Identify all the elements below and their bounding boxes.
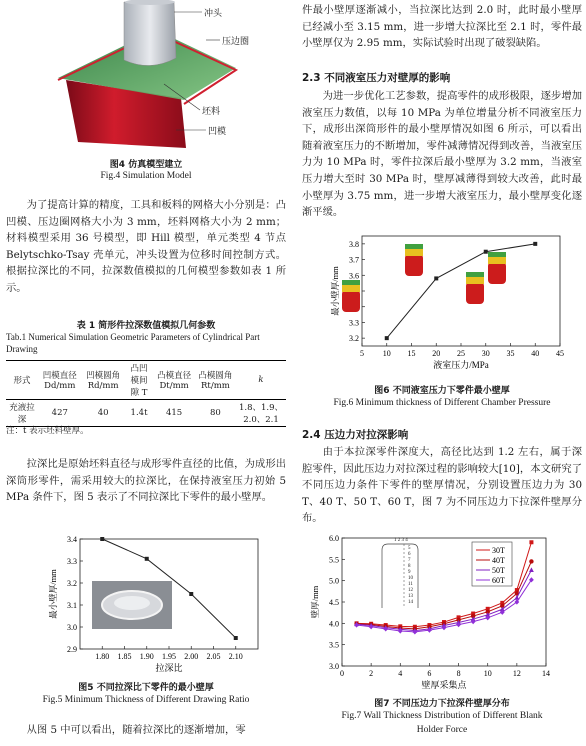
x-tick-label: 30 <box>481 349 490 358</box>
table1-cell: 1.8、1.9、2.0、2.1 <box>238 403 284 425</box>
table1 <box>6 360 286 427</box>
y-tick-label: 3.2 <box>349 334 359 344</box>
section-2-3-heading: 2.3 不同液室压力对壁厚的影响 <box>302 72 451 84</box>
y-tick-label: 3.0 <box>67 623 77 632</box>
y-tick-label: 4.5 <box>329 598 339 607</box>
fig6-part-contour-band <box>466 276 484 284</box>
x-tick-label: 40 <box>531 349 540 358</box>
plot-frame <box>362 236 560 346</box>
fig7-caption-en-line1: Fig.7 Wall Thickness Distribution of Different Blank <box>341 711 543 721</box>
paragraph-fig5-discussion: 从图 5 中可以看出，随着拉深比的逐渐增加，零 <box>26 724 246 736</box>
fig6-part-contour-top <box>342 280 360 285</box>
table1-cell: 充液拉深 <box>9 403 35 425</box>
y-tick-label: 3.6 <box>349 271 359 281</box>
fig5-photo-part-inner <box>114 596 150 610</box>
x-tick-label: 10 <box>483 669 492 678</box>
table1-header-cell: 凸凹模间隙 T <box>130 364 148 398</box>
data-point <box>145 557 149 561</box>
x-tick-label: 35 <box>506 349 515 358</box>
fig4-label-punch: 冲头 <box>204 9 223 19</box>
x-tick-label: 2.05 <box>206 652 221 661</box>
y-axis-label: 壁厚/mm <box>310 585 320 619</box>
y-tick-label: 2.9 <box>67 645 77 654</box>
table1-title-en: Tab.1 Numerical Simulation Geometric Parameters of Cylindrical Part Drawing <box>6 332 260 354</box>
table1-cell: 80 <box>210 408 221 418</box>
table-row <box>6 400 286 427</box>
fig7-inset <box>378 540 422 610</box>
paragraph-blank-holder-force: 由于本拉深零件深度大，高径比达到 1.2 左右，属于深腔零件，因此压边力对拉深过程的影响较大[10]，本文研究了不同压边力条件下零件的壁厚情况，分别设置压边力为 30 T、40 T、50 T、60 T，图 7 为不同压边力下拉深件壁厚分布。 <box>302 446 582 525</box>
data-point <box>529 540 533 544</box>
table1-title-cn: 表 1 简形件拉深数值模拟几何参数 <box>76 321 216 331</box>
x-axis-label: 壁厚采集点 <box>421 680 467 690</box>
fig7-inset-number: 10 <box>408 576 413 581</box>
table1-header-cell: 形式 <box>13 376 31 386</box>
fig6-caption-cn: 图6 不同液室压力下零件最小壁厚 <box>374 386 510 396</box>
fig7-inset-number: 8 <box>408 564 411 569</box>
x-tick-label: 1.85 <box>117 652 132 661</box>
x-tick-label: 8 <box>456 669 461 678</box>
paragraph-ratio-results: 件最小壁厚逐渐减小，当拉深比达到 2.0 时，此时最小壁厚已经减小至 3.15 mm，进一步增大拉深比至 2.1 时，零件最小壁厚仅为 2.95 mm，实际试验时出现了破裂缺陷。 <box>302 4 582 50</box>
fig6-part-contour-top <box>488 252 506 257</box>
x-tick-label: 2.10 <box>228 652 243 661</box>
section-2-4-heading: 2.4 压边力对拉深影响 <box>302 429 409 441</box>
fig7-inset-number: 12 <box>408 588 413 593</box>
fig7-inset-number: 6 <box>408 552 411 557</box>
x-tick-label: 14 <box>542 669 550 678</box>
x-tick-label: 1.90 <box>139 652 154 661</box>
fig7-inset-number: 11 <box>408 582 413 587</box>
fig4-label-holder: 压边圈 <box>222 37 250 47</box>
x-tick-label: 6 <box>427 669 432 678</box>
fig7-inset-number: 9 <box>408 570 411 575</box>
data-point <box>529 567 534 572</box>
y-tick-label: 3.0 <box>329 662 339 671</box>
x-tick-label: 5 <box>360 349 364 358</box>
fig6-part-contour-top <box>466 272 484 277</box>
table1-cell: 40 <box>97 408 109 418</box>
table1-header-cell: 凹模直径 Dd/mm <box>42 371 77 391</box>
x-tick-label: 20 <box>432 349 441 358</box>
table1-cell: 427 <box>51 408 68 418</box>
x-tick-label: 2 <box>369 669 374 678</box>
x-axis-label: 液室压力/MPa <box>433 360 489 370</box>
x-axis-label: 拉深比 <box>155 663 183 673</box>
fig6-part-contour-top <box>405 244 423 249</box>
y-tick-label: 5.0 <box>329 576 339 586</box>
data-point <box>533 242 537 246</box>
y-tick-label: 3.5 <box>329 640 339 650</box>
fig7-caption-en-line2: Holder Force <box>416 725 468 735</box>
y-tick-label: 4.0 <box>329 619 339 629</box>
table1-cell: 1.4t <box>130 408 148 418</box>
fig6-chart <box>302 228 582 378</box>
fig4-simulation-model <box>6 0 286 150</box>
fig7-inset-shape <box>378 540 422 610</box>
fig7-caption-cn: 图7 不同压边力下拉深件壁厚分布 <box>374 699 510 709</box>
fig6-part-contour <box>405 254 423 276</box>
paragraph-drawing-ratio: 拉深比是原始坯料直径与成形零件直径的比值，为成形出深筒形零件，需采用较大的拉深比，在保持液室压力初始 5 MPa 条件下，图 5 表示了不同拉深比下零件的最小壁厚。 <box>6 458 286 504</box>
data-point <box>189 592 193 596</box>
x-tick-label: 4 <box>398 669 403 678</box>
fig6-part-contour <box>342 290 360 312</box>
legend-label: 30T <box>492 546 505 555</box>
table1-cell: 415 <box>165 408 183 418</box>
y-tick-label: 6.0 <box>329 534 339 543</box>
y-tick-label: 3.3 <box>67 557 77 566</box>
data-point <box>234 636 238 640</box>
fig7-inset-top-numbers: 1 2 3 4 <box>394 538 408 543</box>
table1-note: 注：t 表示坯料壁厚。 <box>6 426 89 436</box>
x-tick-label: 25 <box>457 349 465 358</box>
y-tick-label: 3.2 <box>67 579 77 588</box>
y-tick-label: 5.5 <box>329 555 339 565</box>
fig5-caption-cn: 图5 不同拉深比下零件的最小壁厚 <box>78 683 214 693</box>
x-tick-label: 15 <box>407 349 416 358</box>
y-axis-label: 最小壁厚/mm <box>48 569 58 619</box>
fig6-part-contour-band <box>405 248 423 256</box>
table1-header-cell: 凸模直径 Dt/mm <box>157 371 192 391</box>
fig5-caption-en: Fig.5 Minimum Thickness of Different Drawing Ratio <box>42 695 250 705</box>
y-tick-label: 3.8 <box>349 239 359 249</box>
fig7-inset-number: 13 <box>408 594 413 599</box>
table1-header-cell: 凸模圆角 Rt/mm <box>198 371 233 391</box>
y-tick-label: 3.3 <box>349 318 359 328</box>
fig6-part-contour <box>466 282 484 304</box>
y-tick-label: 3.1 <box>67 601 77 610</box>
fig7-inset-side-numbers <box>408 546 413 606</box>
data-point <box>385 336 389 340</box>
fig5-chart <box>6 535 286 673</box>
x-tick-label: 10 <box>382 349 391 358</box>
x-tick-label: 1.95 <box>162 652 176 661</box>
table1-header-cell: k <box>258 375 264 385</box>
y-tick-label: 3.7 <box>349 255 359 265</box>
fig4-caption-en: Fig.4 Simulation Model <box>100 171 192 181</box>
fig4-label-blank: 坯料 <box>202 107 221 117</box>
x-tick-label: 2.00 <box>184 652 199 661</box>
x-tick-label: 1.80 <box>95 652 110 661</box>
x-tick-label: 45 <box>556 349 564 358</box>
fig6-part-contour <box>488 262 506 284</box>
y-tick-label: 3.4 <box>67 535 77 544</box>
fig4-label-die: 凹模 <box>208 127 227 137</box>
fig7-inset-number: 5 <box>408 546 411 551</box>
fig7-inset-number: 7 <box>408 558 411 563</box>
data-point <box>484 250 488 254</box>
fig4-caption-cn: 图4 仿真模型建立 <box>109 160 183 170</box>
x-tick-label: 12 <box>512 669 521 678</box>
x-tick-label: 0 <box>340 669 344 678</box>
fig6-part-contour-band <box>342 284 360 292</box>
legend-label: 50T <box>492 566 505 575</box>
paragraph-chamber-pressure: 为进一步优化工艺参数，提高零件的成形极限，逐步增加液室压力数值，以每 10 MPa 为单位增量分析不同液室压力下，成形出深筒形件的最小壁厚情况如图 6 所示，可以看出随着液室压力的不断增加，零件减薄情况得到改善，当液室压力为 10 MPa 时，零件拉深后最小壁厚为 3.2 mm，当液室压力增大至时 30 MPa 时，壁厚减薄得到较大改善，此时最小壁厚为 3.75 mm，进一步增大液室压力，最小壁厚变化逐渐平缓。 <box>302 90 582 219</box>
fig7-chart <box>302 532 582 692</box>
data-point <box>434 276 438 280</box>
legend-label: 40T <box>492 556 505 565</box>
data-point <box>100 537 104 541</box>
data-point <box>529 559 533 563</box>
fig7-inset-number: 14 <box>408 600 413 605</box>
fig6-part-contour-band <box>488 256 506 264</box>
y-axis-label: 最小壁厚/mm <box>330 266 340 316</box>
fig6-caption-en: Fig.6 Minimum thickness of Different Chamber Pressure <box>333 398 551 408</box>
legend-label: 60T <box>492 576 505 585</box>
table1-header-cell: 凹模圆角 Rd/mm <box>86 371 121 391</box>
paragraph-mesh: 为了提高计算的精度，工具和板料的网格大小分别是：凸凹模、压边圈网格大小为 3 mm，坯料网格大小为 2 mm；材料模型采用 36 号模型，即 Hill 模型，单元类型 4 节点 Belytschko-Tsay 壳单元，冲头设置为位移时间控制方式。根据拉深比的不同，拉深数值模拟的几何模型参数如表 1 所示。 <box>6 199 286 294</box>
punch-shape <box>124 2 176 66</box>
